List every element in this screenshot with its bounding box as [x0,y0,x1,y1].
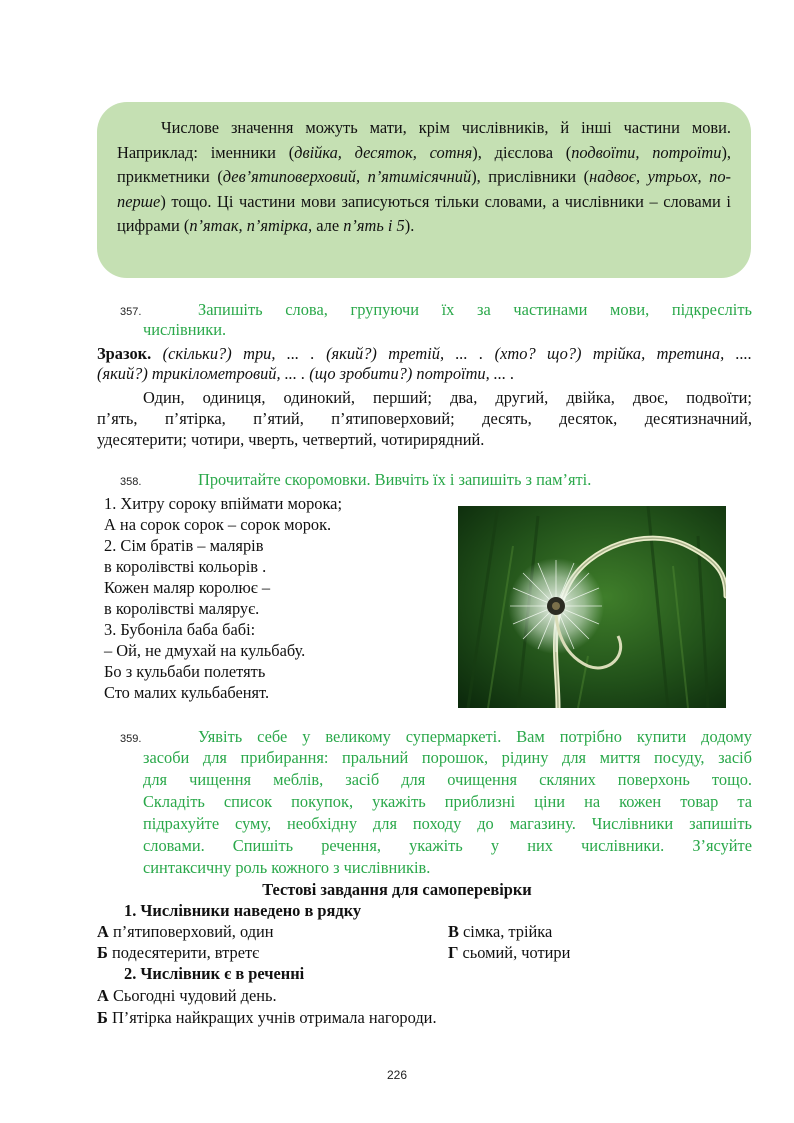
task-number: 357. [120,306,142,318]
test-question-1: 1. Числівники наведено в рядку [124,901,362,920]
task-359-text: підрахуйте суму, необхідну для походу до магазину. Числівники запишіть [143,814,752,833]
task-357-words: Один, одиниця, одинокий, перший; два, другий, двійка, двоє, подвоїти; [143,388,752,407]
tongue-twister-line: А на сорок сорок – сорок морок. [104,515,332,534]
task-357-heading [120,300,752,322]
test-option: В сімка, трійка [448,922,553,941]
sample-label: Зразок. [97,344,152,363]
task-358-text: Прочитайте скоромовки. Вивчіть їх і запишіть з пам’яті. [198,470,592,489]
test-option: А Сьогодні чудовий день. [97,986,277,1005]
tongue-twister-line: Сто малих кульбабенят. [104,683,270,702]
test-option: А п’ятиповерховий, один [97,922,274,941]
tongue-twister-line: – Ой, не дмухай на кульбабу. [104,641,306,660]
task-359-text: для чищення меблів, засіб для очищення скляних поверхонь тощо. [143,770,752,789]
rule-box [97,102,751,278]
page-number: 226 [386,1068,408,1082]
tongue-twister-line: в королівстві малярує. [104,599,260,618]
task-359-heading [120,727,752,749]
task-359-text: засоби для прибирання: пральний порошок, рідину для миття посуду, засіб [143,748,752,767]
test-option: Г сьомий, чотири [448,943,571,962]
task-357-words: удесятерити; чотири, чверть, четвертий, чотирирядний. [97,430,485,449]
tests-title: Тестові завдання для самоперевірки [262,880,532,899]
task-358-heading [120,470,591,492]
task-359-text: словами. Спишіть речення, укажіть у них числівники. З’ясуйте [143,836,752,855]
task-number: 358. [120,476,142,488]
task-359-text: Складіть список покупок, укажіть приблизні ціни на кожен товар та [143,792,752,811]
task-359-text: синтаксичну роль кожного з числівників. [143,858,431,877]
tongue-twister-line: 3. Бубоніла баба бабі: [104,620,256,639]
task-357-sample-cont: (який?) трикілометровий, ... . (що зробити?) потроїти, ... . [97,364,515,383]
tongue-twister-line: Кожен маляр королює – [104,578,271,597]
test-option: Б П’ятірка найкращих учнів отримала нагороди. [97,1008,437,1027]
dandelion-photo [458,506,726,708]
task-357-words: п’ять, п’ятірка, п’ятий, п’ятиповерховий; десять, десяток, десятизначний, [97,409,752,428]
rule-text: Числове значення можуть мати, крім числівників, й інші частини мови. Наприклад: іменники (двійка, десяток, сотня), дієслова (подвоїти, потроїти), прикметники (дев’ятиповерховий, п’ятимісячний), прислівники (надвоє, утрьох, по-перше) тощо. Ці частини мови записуються тільки словами, а числівники – словами і цифрами (п’ятак, п’ятірка, але п’ять і 5). [117,118,732,235]
tongue-twister-line: 2. Сім братів – малярів [104,536,264,555]
task-357-text-cont: числівники. [143,320,227,339]
tongue-twister-line: Бо з кульбаби полетять [104,662,266,681]
tongue-twister-line: 1. Хитру сороку впіймати морока; [104,494,342,513]
test-option: Б подесятерити, втретє [97,943,260,962]
task-357-sample: Зразок. (скільки?) три, ... . (який?) третій, ... . (хто? що?) трійка, третина, .... [97,344,752,363]
task-357-text: Запишіть слова, групуючи їх за частинами мови, підкресліть [198,300,752,319]
task-359-text: Уявіть себе у великому супермаркеті. Вам потрібно купити додому [198,727,752,746]
task-number: 359. [120,733,142,745]
test-question-2: 2. Числівник є в реченні [124,964,305,983]
tongue-twister-line: в королівстві кольорів . [104,557,267,576]
